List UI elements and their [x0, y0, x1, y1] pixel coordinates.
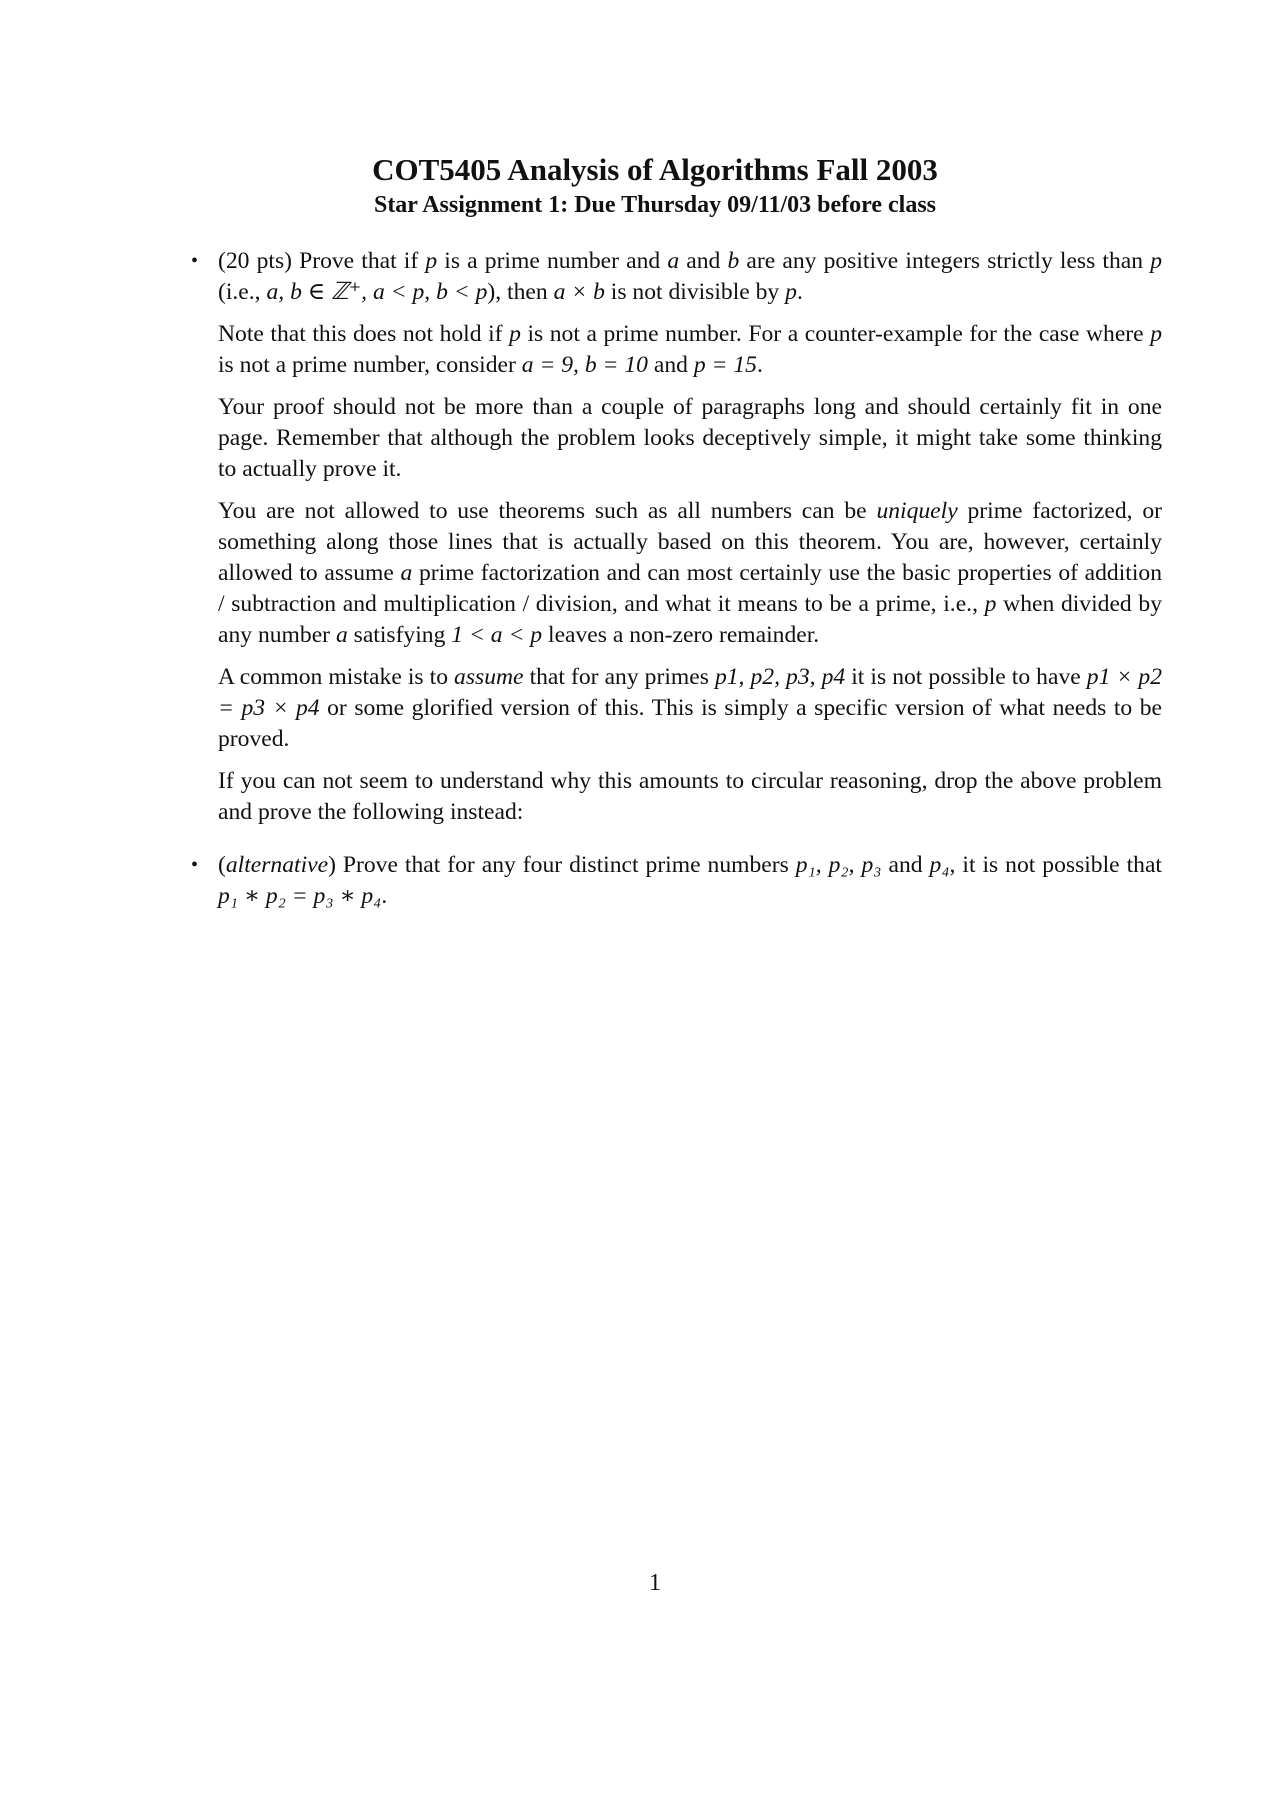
- allowed-theorems-note: [218, 496, 1162, 651]
- text-run: .: [381, 883, 388, 909]
- problem-item-1: [191, 246, 1162, 828]
- text-run: (20 pts) Prove that if: [218, 248, 426, 274]
- problem-statement: [218, 246, 1162, 308]
- page-number: 1: [649, 1570, 661, 1596]
- emphasis-text: alternative: [225, 852, 329, 878]
- math-expression: p₁ ∗ p₂ = p₃ ∗ p₄: [218, 883, 382, 909]
- math-expression: p1, p2, p3, p4: [714, 664, 846, 690]
- text-run: is a prime number and: [437, 248, 668, 274]
- text-run: and: [881, 852, 930, 878]
- text-run: .: [796, 279, 803, 305]
- math-expression: p₁, p₂, p₃: [795, 852, 882, 878]
- math-variable: p: [1150, 321, 1162, 347]
- math-variable: a: [667, 248, 680, 274]
- assignment-content: [191, 246, 1162, 934]
- text-run: prime factorized, or something along those lines that is actually based on this theorem. You are, however, certainly allowed to assume: [218, 498, 1162, 586]
- math-variable: b: [727, 248, 740, 274]
- text-run: is not a prime number, consider: [218, 352, 522, 378]
- alternative-problem-statement: [218, 850, 1162, 912]
- text-run: You are not allowed to use theorems such as all numbers can be: [218, 498, 877, 524]
- text-run: and: [647, 352, 694, 378]
- text-run: , it is not possible that: [949, 852, 1162, 878]
- emphasis-text: assume: [454, 664, 524, 690]
- text-run: A common mistake is to: [218, 664, 455, 690]
- emphasis-text: a: [400, 560, 413, 586]
- math-expression: a × b: [553, 279, 605, 305]
- bullet-marker: •: [191, 854, 199, 876]
- page-title: COT5405 Analysis of Algorithms Fall 2003: [372, 152, 938, 187]
- text-run: satisfying: [347, 622, 452, 648]
- math-expression: a = 9, b = 10: [521, 352, 648, 378]
- common-mistake-note: [218, 662, 1162, 755]
- math-variable: p: [509, 321, 521, 347]
- text-run: ) Prove that for any four distinct prime numbers: [328, 852, 796, 878]
- math-expression: 1 < a < p: [451, 622, 543, 648]
- math-variable: a: [335, 622, 348, 648]
- text-run: it is not possible to have: [845, 664, 1087, 690]
- page-subtitle: Star Assignment 1: Due Thursday 09/11/03 before class: [373, 192, 937, 218]
- text-run: (i.e.,: [218, 279, 267, 305]
- text-run: is not divisible by: [604, 279, 786, 305]
- problem-item-2: [191, 850, 1162, 912]
- text-run: or some glorified version of this. This is simply a specific version of what needs to be proved.: [218, 695, 1162, 752]
- text-run: ), then: [487, 279, 554, 305]
- bullet-marker: •: [191, 250, 199, 272]
- emphasis-text: uniquely: [876, 498, 958, 524]
- math-expression: p1 × p2 = p3 × p4: [218, 664, 1162, 721]
- math-expression: p₄: [929, 852, 950, 878]
- math-variable: p: [984, 591, 997, 617]
- math-variable: p: [785, 279, 797, 305]
- text-run: Note that this does not hold if: [218, 321, 510, 347]
- math-expression: p = 15: [693, 352, 757, 378]
- text-run: (: [218, 852, 226, 878]
- counter-example-note: [218, 319, 1162, 381]
- math-expression: a, b ∈ ℤ⁺, a < p, b < p: [266, 279, 488, 305]
- text-run: are any positive integers strictly less than: [739, 248, 1151, 274]
- text-run: leaves a non-zero remainder.: [542, 622, 820, 648]
- header: [0, 150, 1280, 220]
- circular-reasoning-note: If you can not seem to understand why this amounts to circular reasoning, drop the above problem and prove the following instead:: [218, 768, 1162, 825]
- text-run: that for any primes: [523, 664, 715, 690]
- math-variable: p: [1150, 248, 1162, 274]
- proof-length-note: Your proof should not be more than a couple of paragraphs long and should certainly fit in one page. Remember that although the problem looks deceptively simple, it might take some thinking to actually prove it.: [218, 394, 1162, 482]
- text-run: .: [756, 352, 763, 378]
- math-variable: p: [425, 248, 438, 274]
- text-run: and: [679, 248, 728, 274]
- text-run: prime factorization and can most certainly use the basic properties of addition / subtraction and multiplication / division, and what it means to be a prime, i.e.,: [218, 560, 1162, 617]
- text-run: when divided by any number: [218, 591, 1162, 648]
- text-run: is not a prime number. For a counter-example for the case where: [520, 321, 1151, 347]
